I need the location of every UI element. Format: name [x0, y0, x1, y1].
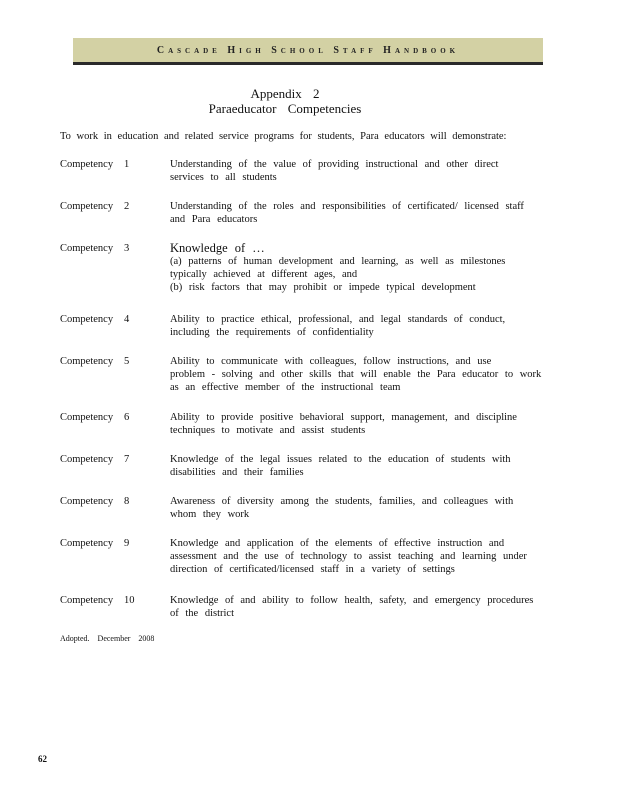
- competency-label: Competency: [60, 595, 114, 606]
- competency-line: (a) patterns of human development and learning, as well as milestones: [170, 256, 506, 267]
- competency-label: Competency: [60, 356, 114, 367]
- competency-text: [170, 453, 542, 479]
- competency-text: [170, 495, 542, 521]
- competency-text: [170, 537, 542, 576]
- competency-number: 8: [124, 496, 130, 507]
- competency-line: (b) risk factors that may prohibit or impede typical development: [170, 282, 476, 293]
- competency-text: [170, 158, 542, 184]
- competency-line: Awareness of diversity among the students, families, and colleagues with: [170, 496, 514, 507]
- competency-text: [170, 594, 542, 620]
- competency-number: 5: [124, 356, 130, 367]
- competency-line: whom they work: [170, 509, 250, 520]
- competency-line: direction of certificated/licensed staff in a variety of settings: [170, 564, 455, 575]
- competency-label: Competency: [60, 201, 114, 212]
- competency-line: disabilities and their families: [170, 467, 304, 478]
- competency-line: Ability to provide positive behavioral support, management, and discipline: [170, 412, 517, 423]
- competency-text: [170, 411, 542, 437]
- appendix-subtitle: Paraeducator Competencies: [208, 101, 362, 116]
- competency-line: services to all students: [170, 172, 277, 183]
- page-number: 62: [38, 754, 47, 764]
- competency-line: of the district: [170, 608, 234, 619]
- competency-line: Knowledge and application of the elements of effective instruction and: [170, 538, 505, 549]
- competency-text: [170, 313, 542, 339]
- competency-number: 6: [124, 412, 130, 423]
- competency-label: Competency: [60, 454, 114, 465]
- competency-line: typically achieved at different ages, and: [170, 269, 358, 280]
- competency-label: Competency: [60, 159, 114, 170]
- handbook-banner: [73, 38, 543, 65]
- competency-line: as an effective member of the instructional team: [170, 382, 401, 393]
- competency-line: including the requirements of confidentiality: [170, 327, 374, 338]
- competency-label: Competency: [60, 243, 114, 254]
- competency-text: [170, 242, 542, 294]
- competency-label: Competency: [60, 412, 114, 423]
- competency-line: Ability to practice ethical, professional, and legal standards of conduct,: [170, 314, 506, 325]
- competency-label: Competency: [60, 538, 114, 549]
- competency-line: Understanding of the value of providing instructional and other direct: [170, 159, 499, 170]
- competency-number: 4: [124, 314, 130, 325]
- competency-line: and Para educators: [170, 214, 258, 225]
- competency-number: 10: [124, 595, 135, 606]
- competency-label: Competency: [60, 314, 114, 325]
- competency-line: Ability to communicate with colleagues, follow instructions, and use: [170, 356, 492, 367]
- handbook-title: Cascade High School Staff Handbook: [156, 44, 460, 56]
- competency-number: 9: [124, 538, 130, 549]
- adopted-note: Adopted. December 2008: [60, 634, 155, 643]
- competency-number: 7: [124, 454, 130, 465]
- competency-number: 2: [124, 201, 130, 212]
- competency-text: [170, 200, 542, 226]
- competency-line: Knowledge of the legal issues related to the education of students with: [170, 454, 511, 465]
- competency-line: assessment and the use of technology to assist teaching and learning under: [170, 551, 527, 562]
- competency-label: Competency: [60, 496, 114, 507]
- intro-text: To work in education and related service programs for students, Para educators will demonstrate:: [60, 131, 507, 142]
- competency-line: problem - solving and other skills that will enable the Para educator to work: [170, 369, 542, 380]
- competency-number: 3: [124, 243, 130, 254]
- appendix-title: Appendix 2: [250, 86, 320, 101]
- competency-line: Understanding of the roles and responsibilities of certificated/ licensed staff: [170, 201, 524, 212]
- competency-line: Knowledge of and ability to follow health, safety, and emergency procedures: [170, 595, 534, 606]
- competency-lead: Knowledge of …: [170, 241, 265, 255]
- competency-number: 1: [124, 159, 130, 170]
- competency-line: techniques to motivate and assist students: [170, 425, 366, 436]
- competency-text: [170, 355, 542, 394]
